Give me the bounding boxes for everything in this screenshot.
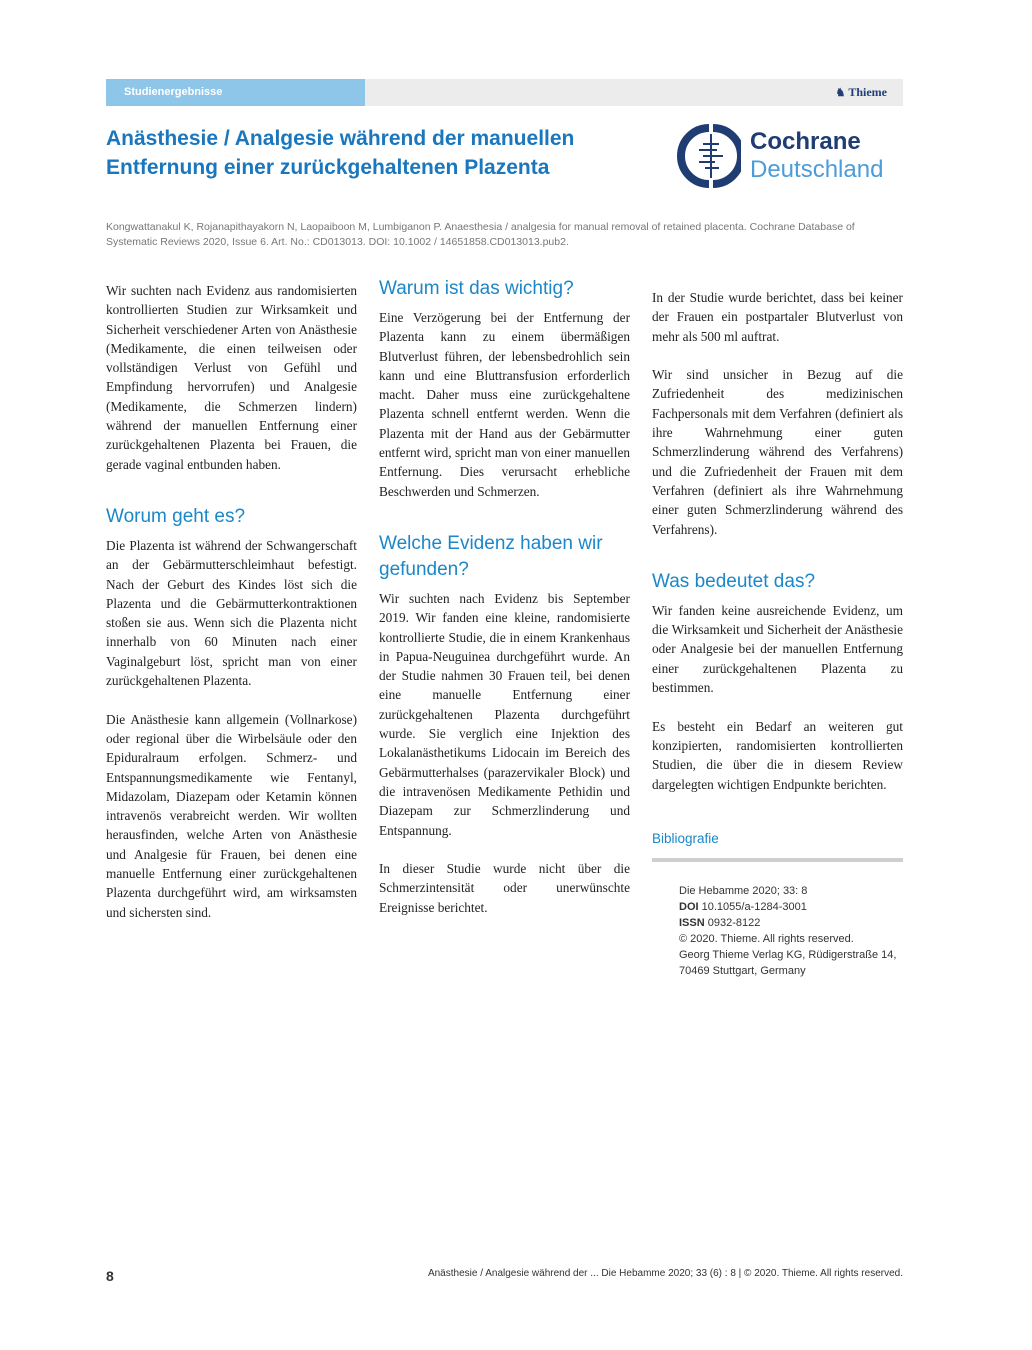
paragraph: Wir fanden keine ausreichende Evidenz, um die Wirksamkeit und Sicherheit der Anästhesie oder Analgesie bei der manuellen Entfernung einer zurückgehaltenen Plazenta zu bestimmen. [652,602,903,696]
paragraph: Es besteht ein Bedarf an weiteren gut konzipierten, randomisierten kontrollierten Studien, die über die in diesem Review dargelegten wichtigen Endpunkte berichten. [652,718,903,792]
cochrane-logo-icon [677,124,741,188]
issn-label: ISSN [679,916,705,929]
paragraph: Die Plazenta ist während der Schwangerschaft an der Gebärmutterschleimhaut befestigt. Nach der Geburt des Kindes löst sich die Plazenta und die Gebärmutterkontraktionen stoßen sie aus. Wenn sich die Plazenta nicht innerhalb von 60 Minuten nach einer Vaginalgeburt löst, spricht man von einer zurückgehaltenen Plazenta. [106,537,357,689]
publisher-logo [835,79,887,106]
footer-text: Anästhesie / Analgesie während der ... Die Hebamme 2020; 33 (6) : 8 | © 2020. Thieme. All rights reserved. [427,1268,903,1279]
publisher-name: Thieme [848,85,887,99]
logo-line1: Cochrane [750,128,861,155]
cochrane-logo [677,124,907,188]
column-2 [379,276,630,936]
heading-evidenz: Welche Evidenz haben wir gefunden? [379,532,603,580]
intro-paragraph: Wir suchten nach Evidenz aus randomisierten kontrollierten Studien zur Wirksamkeit und Sicherheit verschiedener Arten von Anästhesie (Medikamente, die einen teilweisen oder vollständigen Verlust von Gefühl und Empfindung hervorrufen) und Analgesie (Medikamente, die Schmerzen lindern) während der manuellen Entfernung einer zurückgehaltenen Plazenta bei Frauen, die gerade vaginal entbunden haben. [106,283,357,472]
doi-label: DOI [679,900,699,913]
heading-warum: Warum ist das wichtig? [379,278,574,299]
bibliography-publisher: Georg Thieme Verlag KG, Rüdigerstraße 14, [679,948,897,961]
bibliography-journal: Die Hebamme 2020; 33: 8 [679,884,808,897]
bibliography-divider [652,858,903,862]
bibliography-issn [679,915,903,931]
bibliography [652,883,903,979]
thieme-crest-icon: ♞ [835,87,846,99]
page-number: 8 [106,1268,114,1284]
heading-bedeutet: Was bedeutet das? [652,570,816,592]
section-label: Studienergebnisse [106,79,365,106]
paragraph: Die Anästhesie kann allgemein (Vollnarkose) oder regional über die Wirbelsäule oder den Epiduralraum erfolgen. Schmerz- und Entspannungsmedikamente wie Fentanyl, Midazolam, Diazepam oder Ketamin können intravenös verabreicht werden. Wir wollten herausfinden, welche Arten von Anästhesie und Analgesie für Frauen, bei denen eine manuelle Entfernung einer zurückgehaltenen Plazenta durchgeführt wird, am wirksamsten und sichersten sind. [106,711,357,920]
paragraph: In dieser Studie wurde nicht über die Schmerzintensität oder unerwünschte Ereignisse berichtet. [379,861,630,915]
bibliography-title: Bibliografie [652,830,719,846]
logo-line2: Deutschland [750,156,884,183]
column-1 [106,281,357,941]
page-title: Anästhesie / Analgesie während der manuellen Entfernung einer zurückgehaltenen Plazenta [106,127,575,179]
issn-value: 0932-8122 [707,916,761,929]
bibliography-doi [679,899,903,915]
bibliography-publisher-address: 70469 Stuttgart, Germany [679,964,806,977]
paragraph: Wir suchten nach Evidenz bis September 2019. Wir fanden eine kleine, randomisierte kontrollierte Studie, die in einem Krankenhaus in Papua-Neuguinea durchgeführt wurde. An der Studie nahmen 30 Frauen teil, bei denen eine manuelle Entfernung einer zurückgehaltenen Plazenta durchgeführt wurde. Sie verglich eine Injektion des Lokalanästhetikums Lidocain im Bereich des Gebärmutterhalses (parazervikaler Block) und die intravenösen Medikamente Pethidin und Diazepam zur Schmerzlinderung und Entspannung. [379,590,630,838]
column-3 [652,288,903,979]
heading-worum: Worum geht es? [106,505,246,527]
header-bar [106,79,903,106]
doi-value[interactable]: 10.1055/a-1284-3001 [701,900,807,913]
bibliography-copyright: © 2020. Thieme. All rights reserved. [679,932,854,945]
paragraph: Eine Verzögerung bei der Entfernung der Plazenta kann zu einem übermäßigen Blutverlust führen, der lebensbedrohlich sein kann und eine Bluttransfusion erforderlich macht. Daher muss eine zurückgehaltene Plazenta schnell entfernt werden. Wenn die Plazenta mit der Hand aus der Gebärmutter entfernt wird, spricht man von einer manuellen Entfernung. Dies verursacht erhebliche Beschwerden und Schmerzen. [379,310,630,499]
paragraph: Wir sind unsicher in Bezug auf die Zufriedenheit des medizinischen Fachpersonals mit dem Verfahren (definiert als ihre Wahrnehmung einer guten Schmerzlinderung während des Verfahrens) und die Zufriedenheit der Frauen mit dem Verfahren (definiert als ihre Wahrnehmung einer guten Schmerzlinderung während des Verfahrens). [652,367,903,537]
citation: Kongwattanakul K, Rojanapithayakorn N, Laopaiboon M, Lumbiganon P. Anaesthesia / analgesia for manual removal of retained placenta. Cochrane Database of Systematic Reviews 2020, Issue 6. Art. No.: CD013013. DOI: 10.1002 / 14651858.CD013013.pub2. [106,221,855,248]
paragraph: In der Studie wurde berichtet, dass bei keiner der Frauen ein postpartaler Blutverlust von mehr als 500 ml auftrat. [652,290,903,344]
